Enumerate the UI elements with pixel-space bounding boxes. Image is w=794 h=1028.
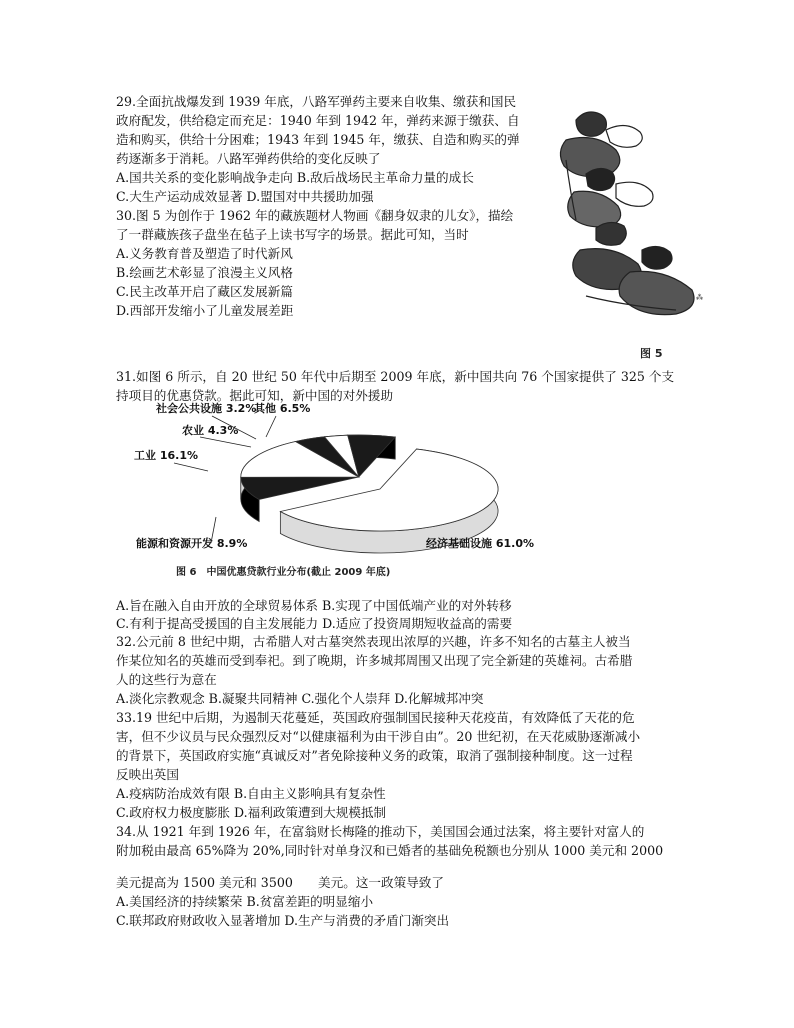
pie-top-layer — [241, 435, 498, 531]
pie-leader-line — [266, 416, 276, 437]
pie-slice-label: 工业 16.1% — [134, 449, 198, 462]
q34-stem-line: 美元提高为 1500 美元和 3500 美元。这一政策导致了 — [116, 875, 444, 890]
pie-leader-line — [200, 437, 251, 447]
painting-seal-script: ⁂ — [696, 294, 703, 302]
q34-stem-line: 附加税由最高 65%降为 20%,同时针对单身汉和已婚者的基础免税额也分别从 1000 美元和 2000 — [116, 843, 664, 858]
q30-option-line: D.西部开发缩小了儿童发展差距 — [116, 303, 294, 318]
q32-stem-line: 作某位知名的英雄而受到奉祀。到了晚期，许多城邦周围又出现了完全新建的英雄祠。古希腊 — [116, 653, 633, 668]
q29-stem-line: 药逐渐多于消耗。八路军弹药供给的变化反映了 — [116, 151, 381, 166]
pie-chart-svg — [116, 397, 536, 587]
q32-option-line: A.淡化宗教观念 B.凝聚共同精神 C.强化个人崇拜 D.化解城邦冲突 — [116, 691, 484, 706]
pie-slice — [241, 477, 359, 500]
q30-option-line: A.义务教育普及塑造了时代新风 — [116, 246, 293, 261]
q29-stem-line: 造和购买，供给十分困难；1943 年到 1945 年，缴获、自造和购买的弹 — [116, 132, 520, 147]
q29-stem-line: 29.全面抗战爆发到 1939 年底，八路军弹药主要来自收集、缴获和国民 — [116, 94, 517, 109]
q29-stem-line: 政府配发，供给稳定而充足：1940 年到 1942 年，弹药来源于缴获、自 — [116, 113, 520, 128]
q29-option-line: C.大生产运动成效显著 D.盟国对中共援助加强 — [116, 189, 374, 204]
figure-5-caption: 图 5 — [640, 347, 663, 360]
pie-slice-label: 农业 4.3% — [182, 424, 239, 437]
q30-stem-line: 了一群藏族孩子盘坐在毡子上读书写字的场景。据此可知，当时 — [116, 227, 469, 242]
pie-slice-label: 其他 6.5% — [254, 402, 311, 415]
loan-distribution-chart — [116, 397, 536, 587]
pie-leader-line — [174, 463, 208, 471]
q33-stem-line: 反映出英国 — [116, 767, 179, 782]
pie-slice-label: 经济基础设施 61.0% — [426, 537, 534, 550]
q34-option-line: C.联邦政府财政收入显著增加 D.生产与消费的矛盾门渐突出 — [116, 913, 450, 928]
q30-stem-line: 30.图 5 为创作于 1962 年的藏族题材人物画《翻身奴隶的儿女》，描绘 — [116, 208, 514, 223]
chart-title: 图 6 中国优惠贷款行业分布(截止 2009 年底) — [176, 567, 391, 578]
q33-stem-line: 33.19 世纪中后期，为遏制天花蔓延，英国政府强制国民接种天花疫苗，有效降低了天花的危 — [116, 710, 635, 725]
q32-stem-line: 人的这些行为意在 — [116, 672, 217, 687]
q31-option-line: C.有利于提高受援国的自主发展能力 D.适应了投资周期短收益高的需要 — [116, 616, 513, 631]
q31-option-line: A.旨在融入自由开放的全球贸易体系 B.实现了中国低端产业的对外转移 — [116, 598, 512, 613]
q32-stem-line: 32.公元前 8 世纪中期，古希腊人对古墓突然表现出浓厚的兴趣，许多不知名的古墓主人被当 — [116, 634, 631, 649]
q34-stem-line: 34.从 1921 年到 1926 年，在富翁财长梅隆的推动下，美国国会通过法案，将主要针对富人的 — [116, 824, 645, 839]
q34-option-line: A.美国经济的持续繁荣 B.贫富差距的明显缩小 — [116, 894, 374, 909]
pie-slice-label: 能源和资源开发 8.9% — [136, 537, 248, 550]
q33-option-line: A.疫病防治成效有限 B.自由主义影响具有复杂性 — [116, 786, 386, 801]
q30-option-line: C.民主改革开启了藏区发展新篇 — [116, 284, 293, 299]
pie-slice-label: 社会公共设施 3.2% — [156, 402, 257, 415]
q31-stem-line: 31.如图 6 所示，自 20 世纪 50 年代中后期至 2009 年底，新中国共向 76 个国家提供了 325 个支 — [116, 369, 675, 384]
tibetan-children-painting-figure — [546, 100, 716, 332]
q29-option-line: A.国共关系的变化影响战争走向 B.敌后战场民主革命力量的成长 — [116, 170, 474, 185]
q33-stem-line: 害，但不少议员与民众强烈反对“以健康福利为由干涉自由”。20 世纪初，在天花威胁逐渐减小 — [116, 729, 641, 744]
q33-stem-line: 的背景下，英国政府实施“真诚反对”者免除接种义务的政策，取消了强制接种制度。这一过程 — [116, 748, 633, 763]
q31-stem-line: 持项目的优惠贷款。据此可知，新中国的对外援助 — [116, 388, 394, 403]
q30-option-line: B.绘画艺术彰显了浪漫主义风格 — [116, 265, 293, 280]
q33-option-line: C.政府权力极度膨胀 D.福利政策遭到大规模抵制 — [116, 805, 387, 820]
